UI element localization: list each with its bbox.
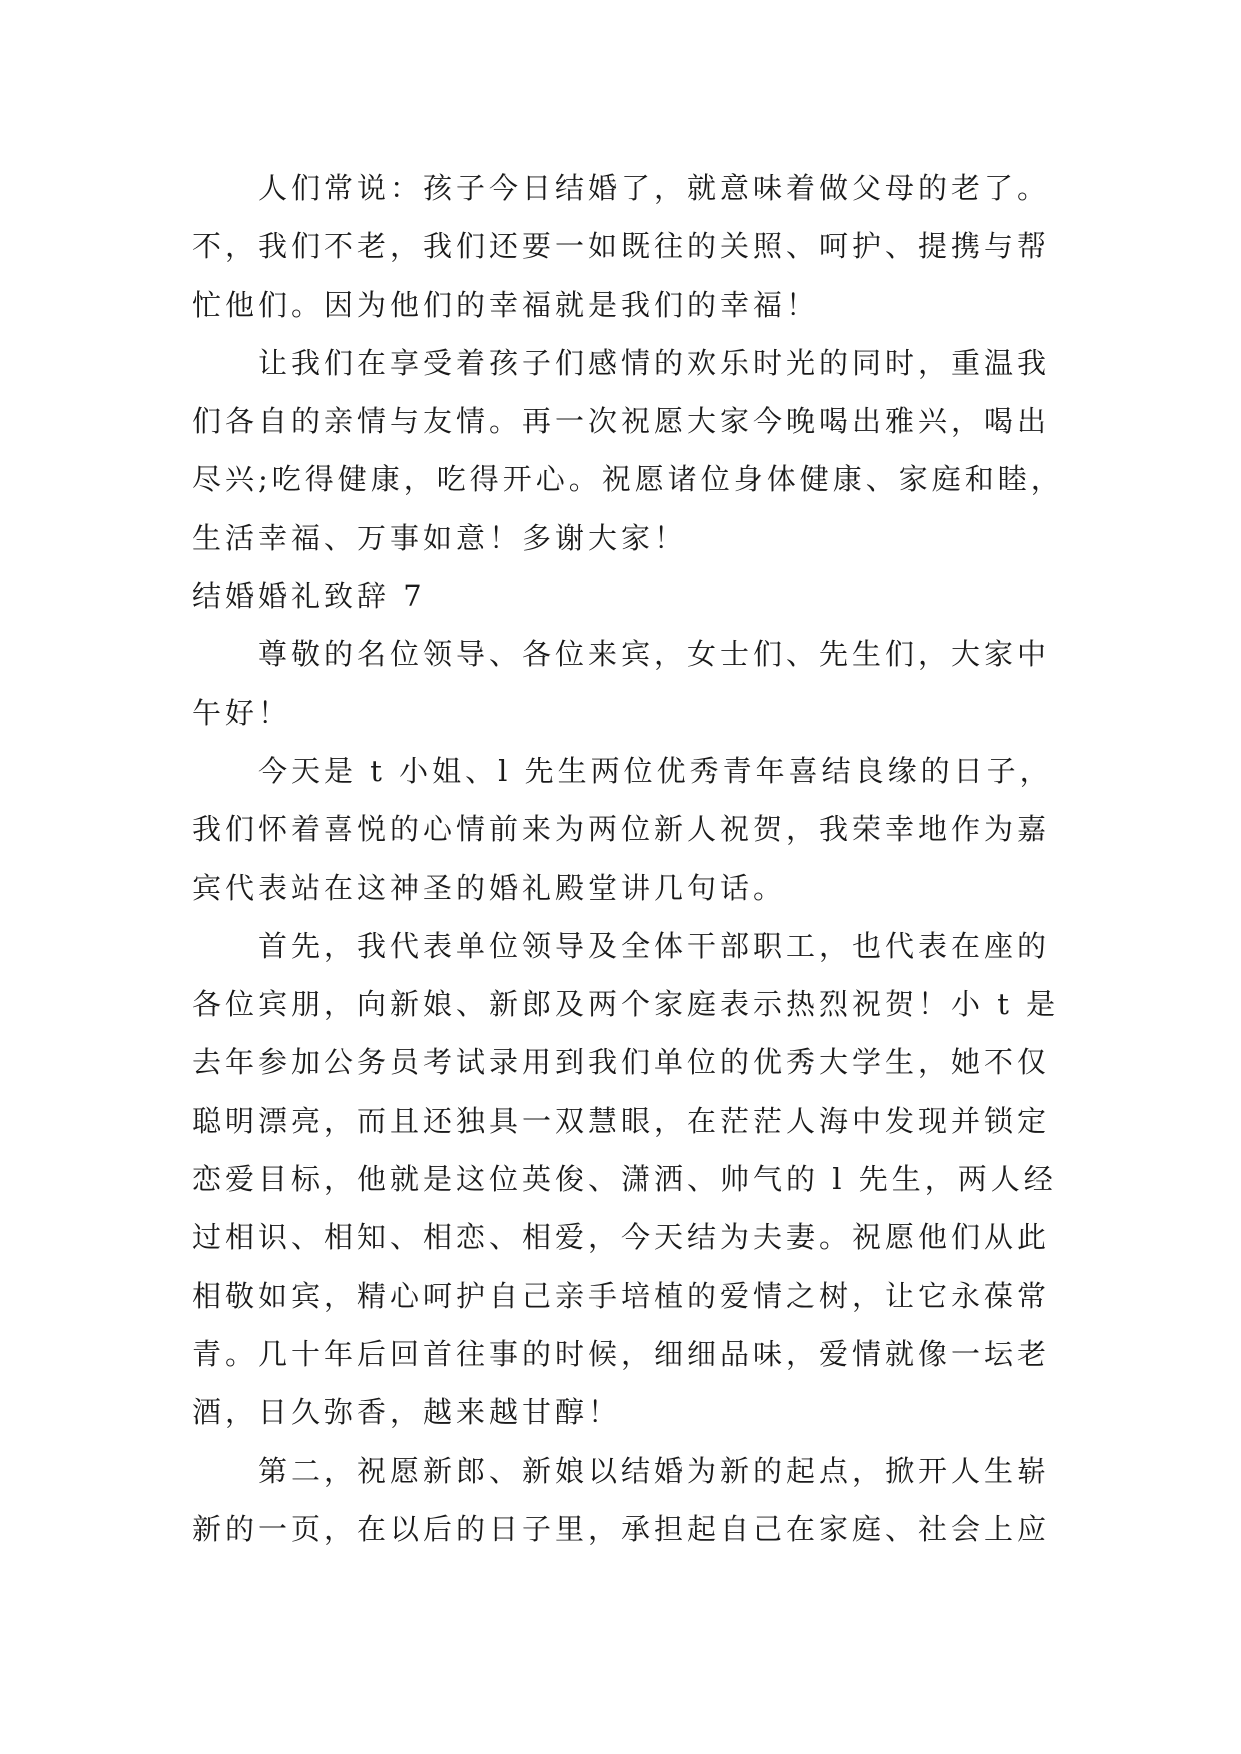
- text-line: 尊敬的名位领导、各位来宾，女士们、先生们，大家中: [258, 637, 1051, 672]
- text-line: 恋爱目标，他就是这位英俊、潇洒、帅气的 l 先生，两人经: [192, 1162, 1057, 1197]
- text-line: 聪明漂亮，而且还独具一双慧眼，在茫茫人海中发现并锁定: [192, 1103, 1051, 1138]
- text-line: 过相识、相知、相恋、相爱，今天结为夫妻。祝愿他们从此: [192, 1220, 1051, 1255]
- text-line: 新的一页，在以后的日子里，承担起自己在家庭、社会上应: [192, 1511, 1051, 1546]
- text-line: 相敬如宾，精心呵护自己亲手培植的爱情之树，让它永葆常: [192, 1278, 1051, 1313]
- paragraph-5: [192, 917, 1072, 1442]
- text-line: 今天是 t 小姐、l 先生两位优秀青年喜结良缘的日子，: [258, 753, 1053, 788]
- text-line: 不，我们不老，我们还要一如既往的关照、呵护、提携与帮: [192, 229, 1051, 264]
- text-line: 们各自的亲情与友情。再一次祝愿大家今晚喝出雅兴，喝出: [192, 404, 1051, 439]
- text-line: 让我们在享受着孩子们感情的欢乐时光的同时，重温我: [258, 345, 1051, 380]
- section-heading: [192, 567, 1072, 625]
- text-line: 生活幸福、万事如意！多谢大家！: [192, 520, 688, 555]
- text-line: 各位宾朋，向新娘、新郎及两个家庭表示热烈祝贺！小 t 是: [192, 987, 1060, 1022]
- document-page: [192, 159, 1072, 1558]
- paragraph-1: [192, 159, 1072, 334]
- heading-text: 结婚婚礼致辞 7: [192, 579, 426, 614]
- text-line: 第二，祝愿新郎、新娘以结婚为新的起点，掀开人生崭: [258, 1453, 1051, 1488]
- text-line: 酒，日久弥香，越来越甘醇！: [192, 1395, 622, 1430]
- text-line: 忙他们。因为他们的幸福就是我们的幸福！: [192, 287, 820, 322]
- text-line: 午好！: [192, 695, 292, 730]
- text-line: 首先，我代表单位领导及全体干部职工，也代表在座的: [258, 928, 1051, 963]
- text-line: 尽兴;吃得健康，吃得开心。祝愿诸位身体健康、家庭和睦，: [192, 462, 1064, 497]
- paragraph-4: [192, 742, 1072, 917]
- paragraph-2: [192, 334, 1072, 567]
- text-line: 我们怀着喜悦的心情前来为两位新人祝贺，我荣幸地作为嘉: [192, 812, 1051, 847]
- text-line: 宾代表站在这神圣的婚礼殿堂讲几句话。: [192, 870, 787, 905]
- paragraph-6: [192, 1442, 1072, 1559]
- text-line: 去年参加公务员考试录用到我们单位的优秀大学生，她不仅: [192, 1045, 1051, 1080]
- paragraph-3: [192, 625, 1072, 742]
- text-line: 人们常说：孩子今日结婚了，就意味着做父母的老了。: [258, 171, 1051, 205]
- text-line: 青。几十年后回首往事的时候，细细品味，爱情就像一坛老: [192, 1336, 1051, 1371]
